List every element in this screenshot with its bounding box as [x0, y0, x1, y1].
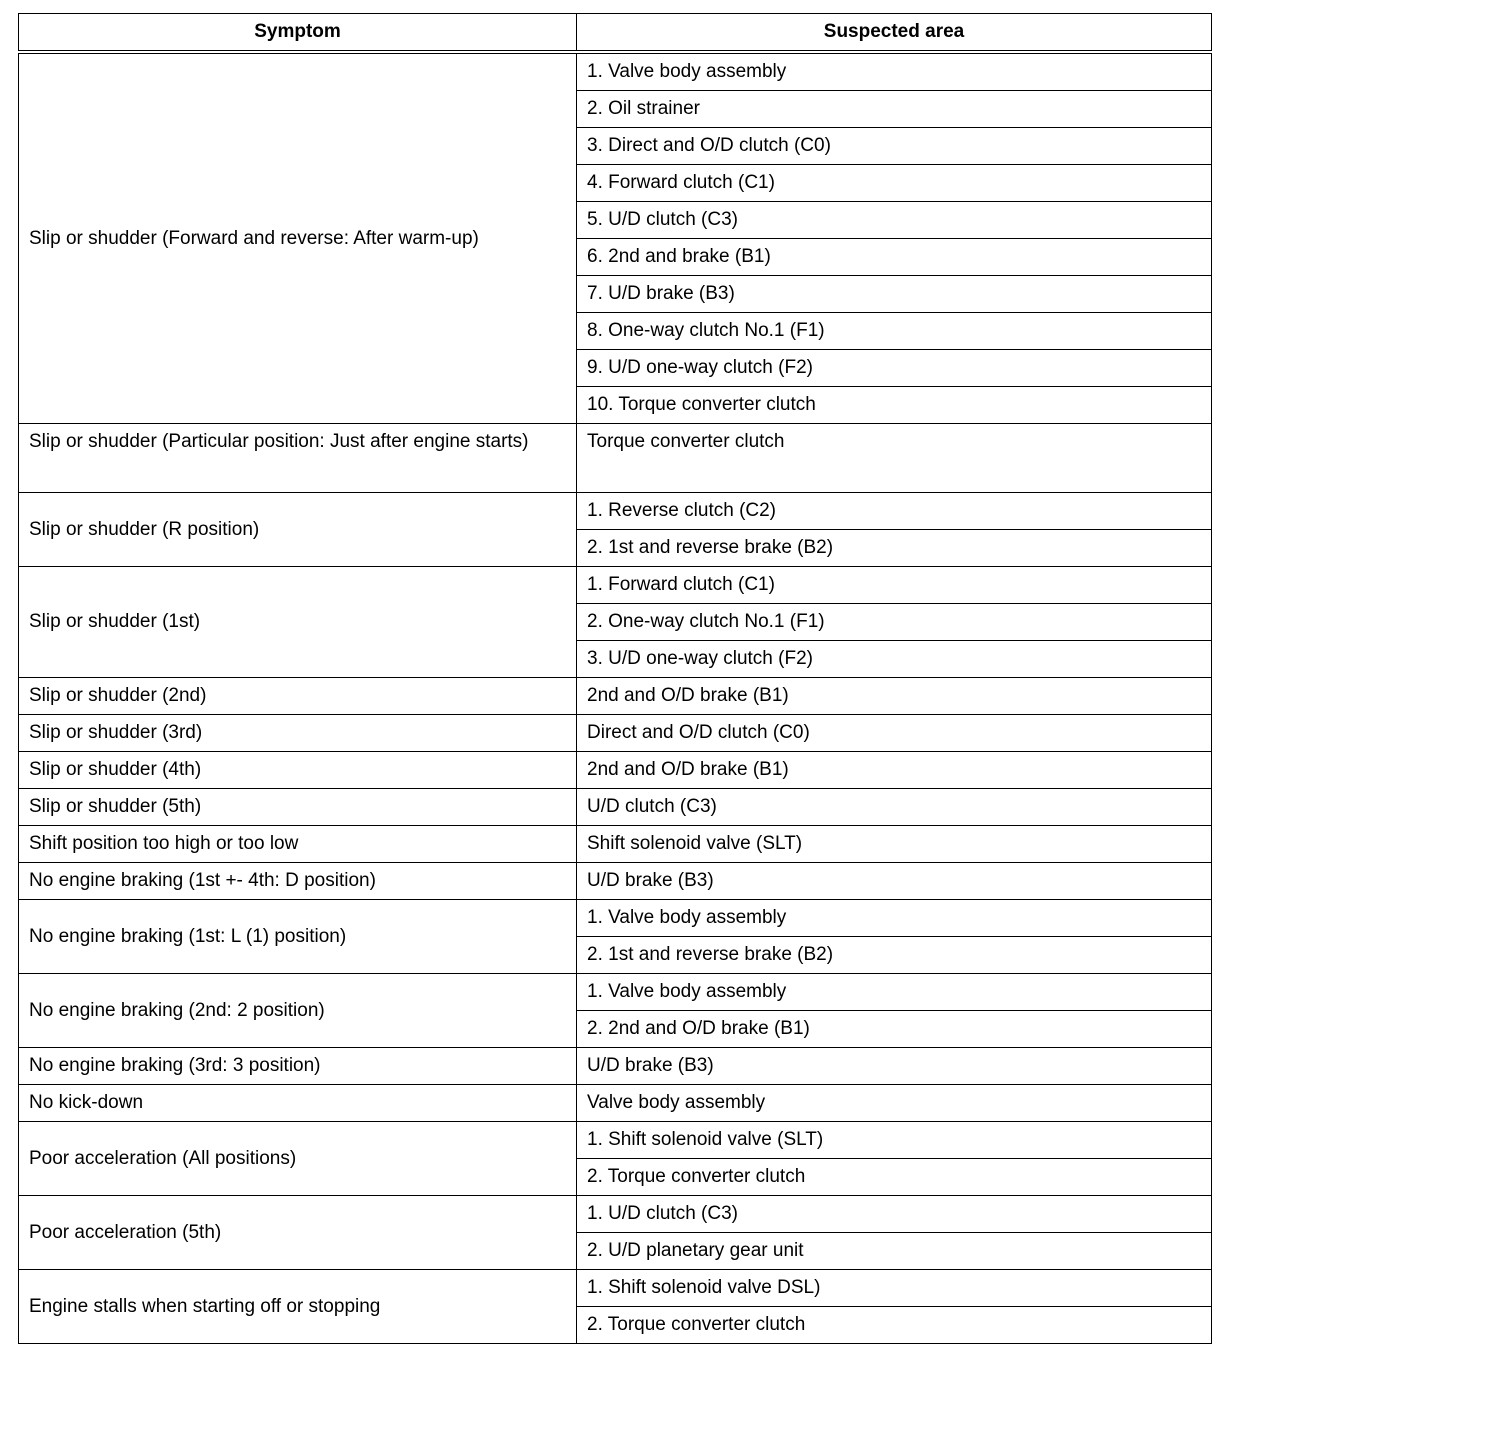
symptom-cell: No engine braking (1st: L (1) position): [19, 900, 577, 974]
table-row: [19, 52, 1212, 91]
symptom-cell: Slip or shudder (2nd): [19, 678, 577, 715]
symptom-cell: Slip or shudder (1st): [19, 567, 577, 678]
suspected-area-cell: 1. Shift solenoid valve DSL): [577, 1270, 1212, 1307]
symptom-table: [18, 13, 1212, 1344]
suspected-area-cell: 1. U/D clutch (C3): [577, 1196, 1212, 1233]
table-row: [19, 826, 1212, 863]
suspected-area-cell: 9. U/D one-way clutch (F2): [577, 350, 1212, 387]
table-row: [19, 974, 1212, 1011]
table-row: [19, 567, 1212, 604]
symptom-cell: Slip or shudder (5th): [19, 789, 577, 826]
suspected-area-cell: 1. Forward clutch (C1): [577, 567, 1212, 604]
table-header-row: [19, 14, 1212, 53]
symptom-cell: No engine braking (1st +- 4th: D position): [19, 863, 577, 900]
symptom-cell: No kick-down: [19, 1085, 577, 1122]
table-row: [19, 493, 1212, 530]
suspected-area-cell: 5. U/D clutch (C3): [577, 202, 1212, 239]
suspected-area-cell: 2. 1st and reverse brake (B2): [577, 937, 1212, 974]
symptom-cell: No engine braking (2nd: 2 position): [19, 974, 577, 1048]
suspected-area-cell: 1. Valve body assembly: [577, 974, 1212, 1011]
symptom-cell: No engine braking (3rd: 3 position): [19, 1048, 577, 1085]
suspected-area-cell: Shift solenoid valve (SLT): [577, 826, 1212, 863]
suspected-area-cell: 2. 2nd and O/D brake (B1): [577, 1011, 1212, 1048]
suspected-area-cell: 2. Oil strainer: [577, 91, 1212, 128]
table-row: [19, 424, 1212, 493]
suspected-area-cell: U/D brake (B3): [577, 1048, 1212, 1085]
symptom-cell: Engine stalls when starting off or stopping: [19, 1270, 577, 1344]
suspected-area-cell: Direct and O/D clutch (C0): [577, 715, 1212, 752]
table-row: [19, 900, 1212, 937]
suspected-area-cell: 2. One-way clutch No.1 (F1): [577, 604, 1212, 641]
symptom-cell: Shift position too high or too low: [19, 826, 577, 863]
suspected-area-cell: 7. U/D brake (B3): [577, 276, 1212, 313]
table-row: [19, 678, 1212, 715]
symptom-cell: Slip or shudder (Forward and reverse: After warm-up): [19, 52, 577, 424]
suspected-area-cell: 2. 1st and reverse brake (B2): [577, 530, 1212, 567]
symptom-cell: Slip or shudder (R position): [19, 493, 577, 567]
suspected-area-cell: 1. Reverse clutch (C2): [577, 493, 1212, 530]
table-row: [19, 1270, 1212, 1307]
suspected-area-cell: 8. One-way clutch No.1 (F1): [577, 313, 1212, 350]
suspected-area-cell: 1. Shift solenoid valve (SLT): [577, 1122, 1212, 1159]
header-suspected-area: Suspected area: [577, 14, 1212, 53]
table-row: [19, 1048, 1212, 1085]
table-row: [19, 789, 1212, 826]
suspected-area-cell: 1. Valve body assembly: [577, 900, 1212, 937]
suspected-area-cell: 4. Forward clutch (C1): [577, 165, 1212, 202]
suspected-area-cell: 1. Valve body assembly: [577, 52, 1212, 91]
suspected-area-cell: Torque converter clutch: [577, 424, 1212, 493]
table-row: [19, 863, 1212, 900]
suspected-area-cell: 3. U/D one-way clutch (F2): [577, 641, 1212, 678]
suspected-area-cell: Valve body assembly: [577, 1085, 1212, 1122]
table-row: [19, 715, 1212, 752]
suspected-area-cell: 6. 2nd and brake (B1): [577, 239, 1212, 276]
suspected-area-cell: 10. Torque converter clutch: [577, 387, 1212, 424]
suspected-area-cell: 2. Torque converter clutch: [577, 1159, 1212, 1196]
table-row: [19, 1122, 1212, 1159]
symptom-cell: Poor acceleration (5th): [19, 1196, 577, 1270]
symptom-cell: Poor acceleration (All positions): [19, 1122, 577, 1196]
header-symptom: Symptom: [19, 14, 577, 53]
suspected-area-cell: 2nd and O/D brake (B1): [577, 752, 1212, 789]
symptom-cell: Slip or shudder (Particular position: Just after engine starts): [19, 424, 577, 493]
suspected-area-cell: 2nd and O/D brake (B1): [577, 678, 1212, 715]
suspected-area-cell: 2. Torque converter clutch: [577, 1307, 1212, 1344]
suspected-area-cell: 3. Direct and O/D clutch (C0): [577, 128, 1212, 165]
suspected-area-cell: U/D brake (B3): [577, 863, 1212, 900]
table-row: [19, 1196, 1212, 1233]
table-row: [19, 1085, 1212, 1122]
suspected-area-cell: 2. U/D planetary gear unit: [577, 1233, 1212, 1270]
table-row: [19, 752, 1212, 789]
suspected-area-cell: U/D clutch (C3): [577, 789, 1212, 826]
table-body: [19, 52, 1212, 1344]
symptom-cell: Slip or shudder (3rd): [19, 715, 577, 752]
symptom-cell: Slip or shudder (4th): [19, 752, 577, 789]
